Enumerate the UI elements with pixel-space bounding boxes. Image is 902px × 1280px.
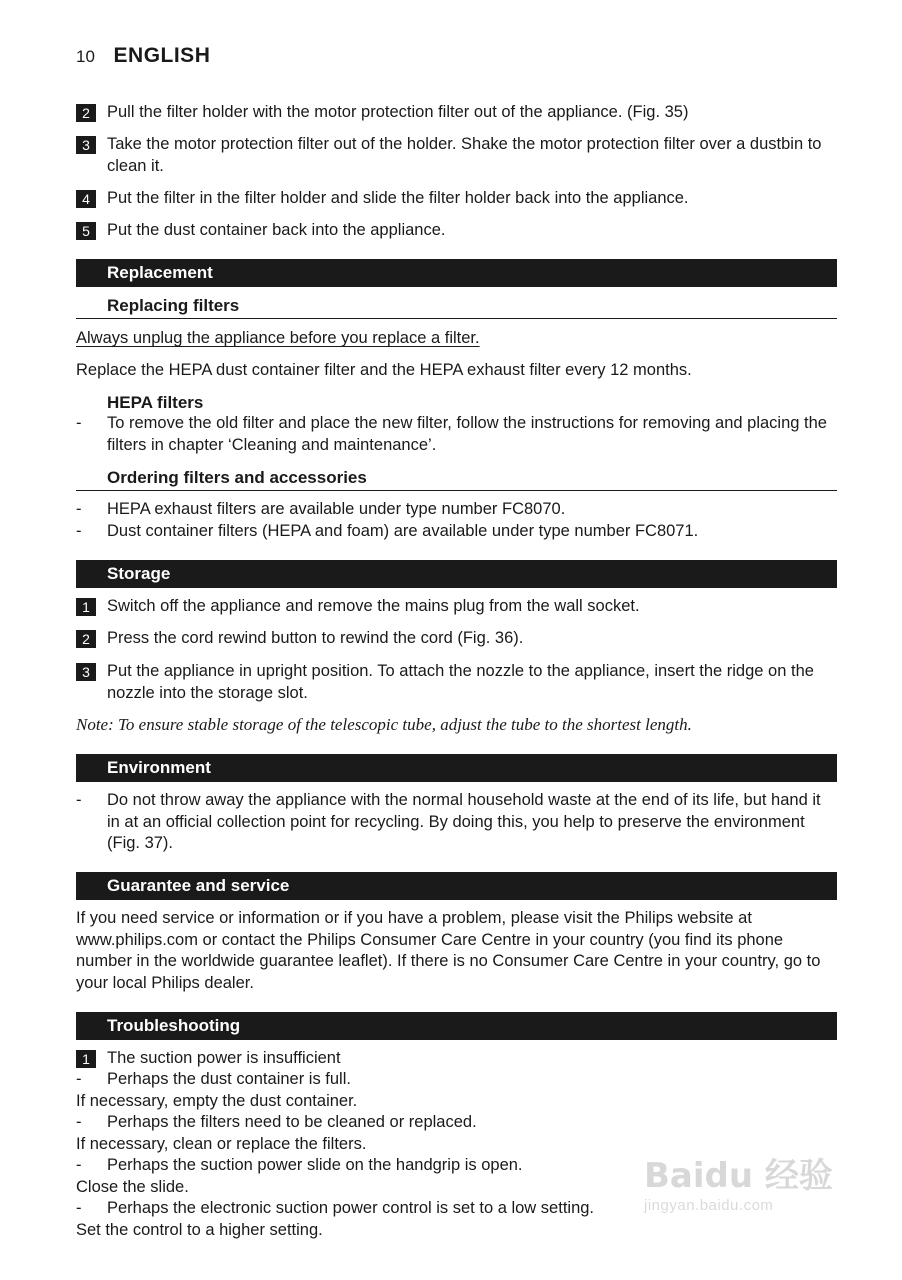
step-text: Take the motor protection filter out of the holder. Shake the motor protection filter over a dustbin to clean it. [107, 135, 822, 175]
list-item-text: Dust container filters (HEPA and foam) are available under type number FC8071. [107, 522, 699, 540]
list-item-text: Do not throw away the appliance with the normal household waste at the end of its life, but hand it in at an official collection point for recycling. By doing this, you help to preserve the environment (Fig. 37). [107, 791, 821, 852]
solution-text: If necessary, empty the dust container. [76, 1092, 358, 1110]
divider [76, 490, 837, 491]
step-item [76, 661, 838, 704]
page-header [76, 44, 210, 68]
dash-bullet: - [76, 500, 82, 518]
problem-item [76, 1048, 838, 1070]
step-item [76, 596, 838, 618]
step-text: Pull the filter holder with the motor protection filter out of the appliance. (Fig. 35) [107, 103, 689, 121]
step-item [76, 102, 838, 124]
solution-text: If necessary, clean or replace the filters. [76, 1135, 367, 1153]
cause-text: Perhaps the suction power slide on the handgrip is open. [107, 1156, 523, 1174]
section-heading-guarantee: Guarantee and service [76, 872, 837, 900]
cause-text: Perhaps the filters need to be cleaned or replaced. [107, 1113, 477, 1131]
section-heading-storage: Storage [76, 560, 837, 588]
solution-text: Close the slide. [76, 1178, 189, 1196]
warning-text: Always unplug the appliance before you replace a filter. [76, 329, 480, 347]
list-item [76, 521, 838, 543]
step-number: 2 [76, 104, 96, 122]
step-number: 3 [76, 663, 96, 681]
baidu-watermark [644, 1148, 844, 1246]
storage-note: Note: To ensure stable storage of the telescopic tube, adjust the tube to the shortest length. [76, 715, 692, 734]
language-heading: ENGLISH [113, 44, 211, 67]
step-item [76, 188, 838, 210]
step-number: 1 [76, 598, 96, 616]
subheading-hepa-filters: HEPA filters [107, 393, 204, 412]
cause-text: Perhaps the electronic suction power control is set to a low setting. [107, 1199, 594, 1217]
solution-text: Set the control to a higher setting. [76, 1221, 323, 1239]
subheading-ordering: Ordering filters and accessories [107, 468, 367, 487]
step-text: Press the cord rewind button to rewind the cord (Fig. 36). [107, 629, 524, 647]
dash-bullet: - [76, 1113, 82, 1131]
watermark-logo: Baidu 经验 [644, 1156, 833, 1196]
step-number: 3 [76, 136, 96, 154]
dash-bullet: - [76, 1156, 82, 1174]
step-number: 1 [76, 1050, 96, 1068]
step-item [76, 220, 838, 242]
dash-bullet: - [76, 1070, 82, 1088]
divider [76, 318, 837, 319]
list-item [76, 413, 838, 456]
section-heading-troubleshooting: Troubleshooting [76, 1012, 837, 1040]
cause-item [76, 1112, 838, 1134]
guarantee-text: If you need service or information or if you have a problem, please visit the Philips website at www.philips.com or contact the Philips Consumer Care Centre in your country (you find its phone number in the worldwide guarantee leaflet). If there is no Consumer Care Centre in your country, go to your local Philips dealer. [76, 909, 821, 992]
dash-bullet: - [76, 414, 82, 432]
dash-bullet: - [76, 1199, 82, 1217]
step-item [76, 628, 838, 650]
step-number: 4 [76, 190, 96, 208]
step-text: Put the filter in the filter holder and slide the filter holder back into the appliance. [107, 189, 689, 207]
list-item-text: HEPA exhaust filters are available under type number FC8070. [107, 500, 566, 518]
step-text: Put the dust container back into the appliance. [107, 221, 446, 239]
section-heading-replacement: Replacement [76, 259, 837, 287]
problem-text: The suction power is insufficient [107, 1049, 341, 1067]
subheading-replacing-filters: Replacing filters [107, 296, 240, 315]
cause-item [76, 1069, 838, 1091]
replacement-intro: Replace the HEPA dust container filter and the HEPA exhaust filter every 12 months. [76, 361, 692, 379]
list-item [76, 499, 838, 521]
step-item [76, 134, 838, 177]
section-heading-environment: Environment [76, 754, 837, 782]
page-number: 10 [76, 47, 95, 66]
watermark-url: jingyan.baidu.com [644, 1197, 774, 1214]
step-number: 5 [76, 222, 96, 240]
step-text: Put the appliance in upright position. To attach the nozzle to the appliance, insert the ridge on the nozzle into the storage slot. [107, 662, 814, 702]
list-item [76, 790, 838, 855]
cause-text: Perhaps the dust container is full. [107, 1070, 351, 1088]
dash-bullet: - [76, 791, 82, 809]
step-text: Switch off the appliance and remove the mains plug from the wall socket. [107, 597, 640, 615]
step-number: 2 [76, 630, 96, 648]
dash-bullet: - [76, 522, 82, 540]
list-item-text: To remove the old filter and place the new filter, follow the instructions for removing and placing the filters in chapter ‘Cleaning and maintenance’. [107, 414, 827, 454]
